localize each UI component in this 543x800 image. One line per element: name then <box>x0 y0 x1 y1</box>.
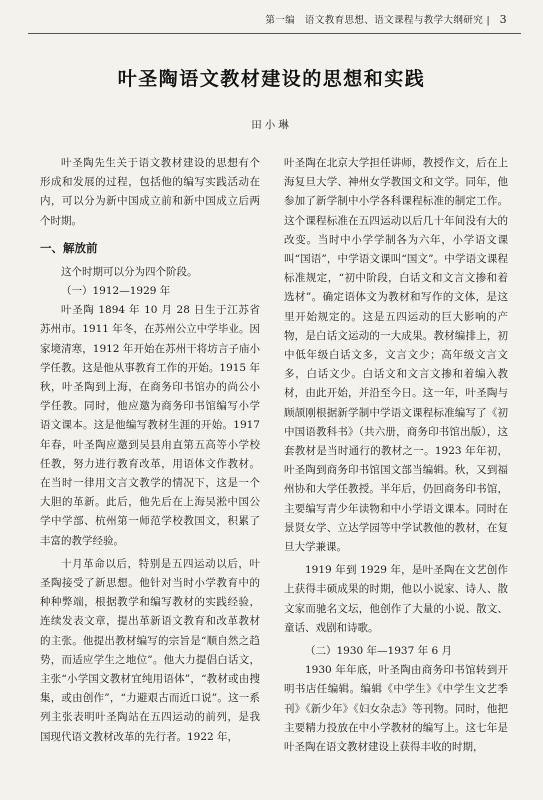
running-header <box>0 0 543 38</box>
article-title: 叶圣陶语文教材建设的思想和实践 <box>117 68 426 90</box>
subsection-heading: （一）1912—1929 年 <box>61 285 171 298</box>
body-paragraph: 1919 年到 1929 年，是叶圣陶在文艺创作上获得丰硕成果的时期，他以小说家、诗人、散文家而驰名文坛，他创作了大量的小说、散文、童话、戏剧和诗歌。 <box>284 564 508 634</box>
header-rule <box>28 33 521 34</box>
intro-paragraph: 叶圣陶先生关于语文教材建设的思想有个形成和发展的过程，包括他的编写实践活动在内，可以分为新中国成立前和新中国成立后两个时期。 <box>40 157 260 227</box>
section-intro: 这个时期可以分为四个阶段。 <box>61 265 198 278</box>
section-heading: 一、解放前 <box>40 240 98 255</box>
body-paragraph: 十月革命以后，特别是五四运动以后，叶圣陶接受了新思想。他针对当时小学教育中的种种弊端，根据教学和编写教材的实践经验，连续发表文章，提出革新语文教育和改革教材的主张。他提出教材编写的宗旨是“顺自然之趋势，而适应学生之地位”。他大力提倡白话文，主张“小学国文教材宜纯用语体”，“教材或由搜集，或由创作”，“力避艰古而近口说”。这一系列主张表明叶圣陶站在五四运动的前列，是我国现代语文教材改革的先行者。1922 年， <box>40 557 260 743</box>
left-column <box>40 154 260 747</box>
running-head-title: 第一编 语文教育思想、语文课程与教学大纲研究 <box>265 15 484 26</box>
body-paragraph: 1930 年年底，叶圣陶由商务印书馆转到开明书店任编辑。编辑《中学生》《中学生文艺季刊》《新少年》《妇女杂志》等刊物。同时，他把主要精力投放在中小学教材的编写上。这七年是叶圣陶在语文教材建设上获得丰收的时期， <box>284 664 508 754</box>
page-number: 3 <box>499 13 507 26</box>
article-author: 田小琳 <box>251 119 292 131</box>
subsection-heading: （二）1930 年—1937 年 6 月 <box>305 645 452 658</box>
body-paragraph: 叶圣陶 1894 年 10 月 28 日生于江苏省苏州市。1911 年冬，在苏州公立中学毕业。因家境清寒，1912 年开始在苏州干将坊言子庙小学任教。这是他从事教育工作的开始。1915 年秋，叶圣陶到上海，在商务印书馆办的尚公小学任教。同时，他应邀为商务印书馆编写小学语文课本。这是他编写教材生涯的开始。1917 年春，叶圣陶应邀到吴县甪直第五高等小学校任教，努力进行教育改革，用语体文作教材。在当时一律用文言文教学的情况下，这是一个大胆的革新。此后，他先后在上海吴淞中国公学中学部、杭州第一师范学校教国文，积累了丰富的教学经验。 <box>40 304 260 547</box>
right-column <box>284 154 508 757</box>
header-separator: | <box>483 15 494 26</box>
body-paragraph: 叶圣陶在北京大学担任讲师，教授作文，后在上海复旦大学、神州女学教国文和文学。同年，他参加了新学制中小学各科课程标准的制定工作。这个课程标准在五四运动以后几十年间没有大的改变。当时中小学学制各为六年，小学语文课叫“国语”，中学语文课叫“国文”。中学语文课程标准规定，“初中阶段，白话文和文言文掺和着选材”。确定语体文为教材和写作的文体，是这里开始规定的。这是五四运动的巨大影响的产物，是白话文运动的一大成果。教材编排上，初中低年级白话文多，文言文少；高年级文言文多，白话文少。白话文和文言文掺和着编入教材，由此开始，并沿至今日。这一年，叶圣陶与顾颉刚根据新学制中学语文课程标准编写了《初中国语教科书》（共六册，商务印书馆出版），这套教材是当时通行的教材之一。1923 年年初，叶圣陶到商务印书馆国文部当编辑。秋，又到福州协和大学任教授。半年后，仍回商务印书馆，主要编写青少年读物和中小学语文课本。同时在景贤女学、立达学园等中学试教他的教材，在复旦大学兼课。 <box>284 157 508 554</box>
running-head-text <box>265 12 507 26</box>
